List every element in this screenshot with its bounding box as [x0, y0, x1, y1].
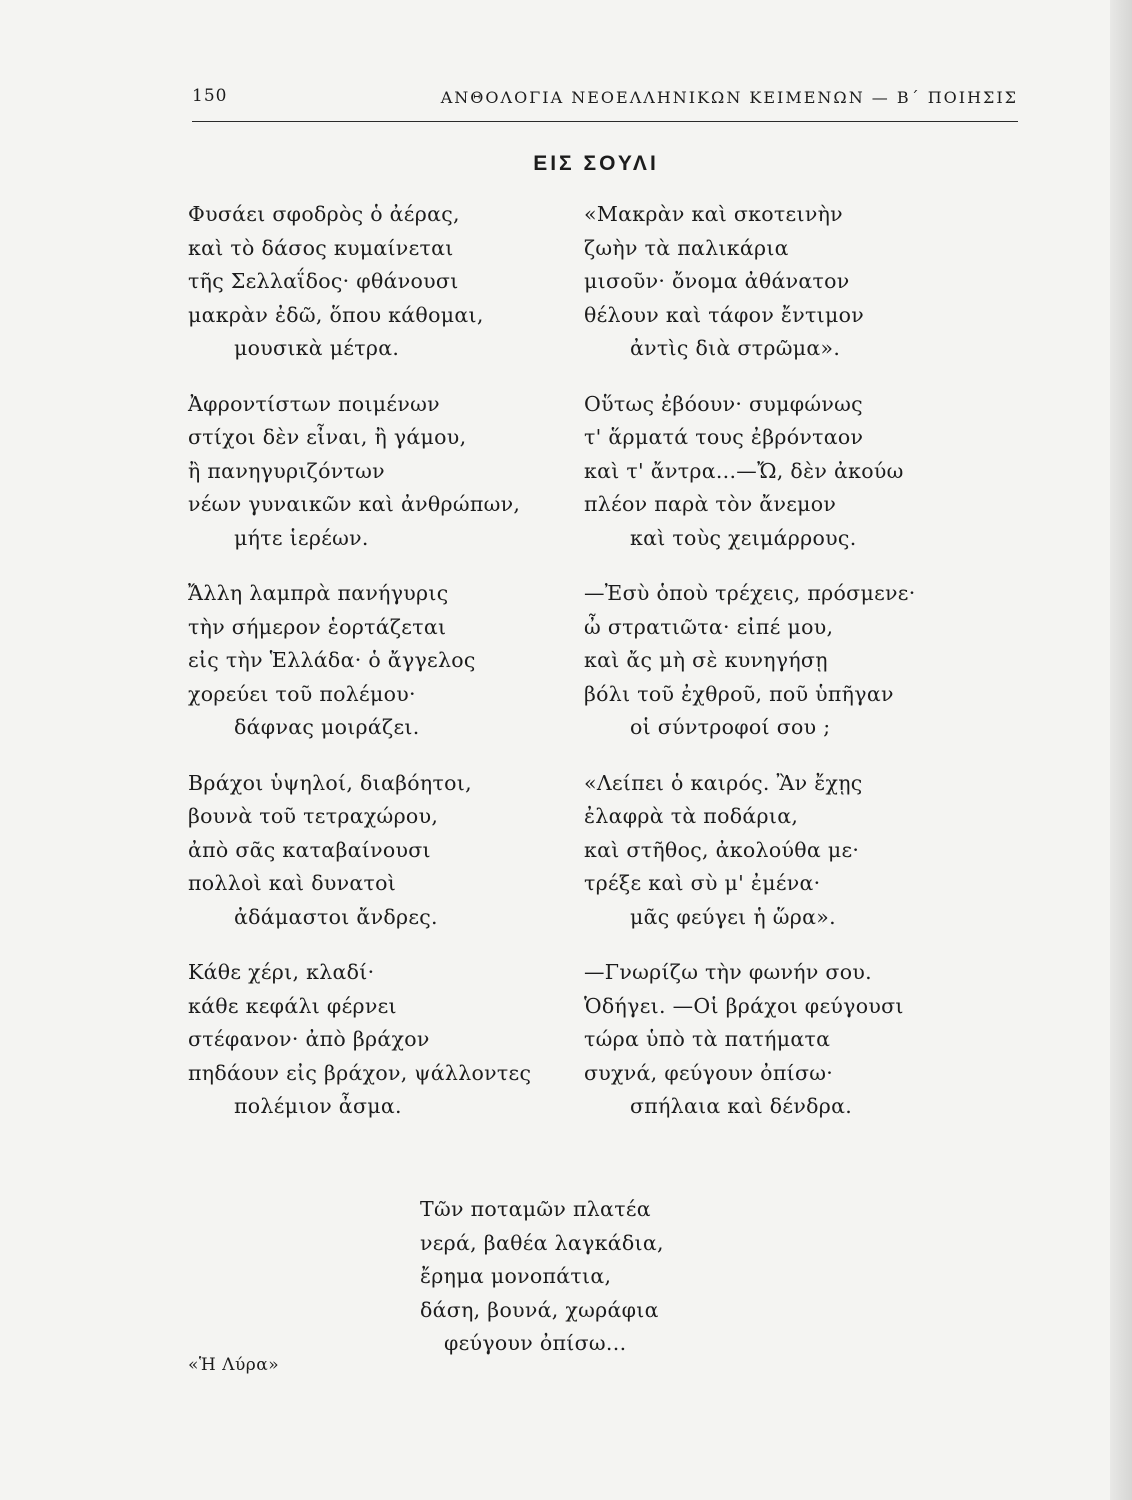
verse-line: Τῶν ποταμῶν πλατέα — [420, 1197, 651, 1221]
verse-line: κάθε κεφάλι φέρνει — [188, 993, 397, 1018]
verse-line: τῆς Σελλαΐδος· φθάνουσι — [188, 269, 459, 293]
verse-line: εἰς τὴν Ἑλλάδα· ὁ ἄγγελος — [188, 648, 476, 672]
stanza — [584, 577, 984, 745]
verse-line: Ἀφροντίστων ποιμένων — [188, 391, 440, 416]
verse-line: δάση, βουνά, χωράφια — [420, 1297, 659, 1322]
verse-line: καὶ ἄς μὴ σὲ κυνηγήσῃ — [584, 648, 828, 672]
verse-line: μουσικὰ μέτρα. — [234, 336, 400, 360]
verse-line: «Μακρὰν καὶ σκοτεινὴν — [584, 202, 843, 226]
verse-line: σπήλαια καὶ δένδρα. — [630, 1094, 853, 1118]
stanza — [188, 767, 558, 935]
verse-line: φεύγουν ὀπίσω... — [444, 1331, 627, 1355]
verse-line: δάφνας μοιράζει. — [234, 715, 420, 739]
verse-line: καὶ τὸ δάσος κυμαίνεται — [188, 235, 454, 260]
stanza — [188, 388, 558, 556]
verse-line: τώρα ὑπὸ τὰ πατήματα — [584, 1027, 831, 1051]
verse-line: ἀντὶς διὰ στρῶμα». — [630, 336, 841, 360]
stanza — [584, 767, 984, 935]
page-number: 150 — [192, 86, 228, 106]
verse-line: βουνὰ τοῦ τετραχώρου, — [188, 804, 439, 828]
verse-line: νέων γυναικῶν καὶ ἀνθρώπων, — [188, 492, 521, 516]
stanza — [584, 956, 984, 1124]
verse-line: οἱ σύντροφοί σου ; — [630, 715, 831, 739]
stanza — [584, 198, 984, 366]
verse-line: πηδάουν εἰς βράχον, ψάλλοντες — [188, 1060, 532, 1085]
verse-line: βόλι τοῦ ἐχθροῦ, ποῦ ὑπῆγαν — [584, 681, 894, 706]
right-column — [584, 198, 984, 1146]
verse-line: Ἄλλη λαμπρὰ πανήγυρις — [188, 581, 449, 605]
verse-line: ἐλαφρὰ τὰ ποδάρια, — [584, 804, 799, 828]
verse-line: Φυσάει σφοδρὸς ὁ ἀέρας, — [188, 202, 460, 226]
left-column — [188, 198, 558, 1146]
running-head-title: ΑΝΘΟΛΟΓΙΑ ΝΕΟΕΛΛΗΝΙΚΩΝ ΚΕΙΜΕΝΩΝ — Β΄ ΠΟΙΗΣΙΣ — [440, 88, 1018, 107]
verse-line: μήτε ἱερέων. — [234, 525, 369, 550]
verse-line: ζωὴν τὰ παλικάρια — [584, 235, 789, 260]
verse-line: μισοῦν· ὄνομα ἀθάνατον — [584, 269, 850, 293]
verse-line: μακρὰν ἐδῶ, ὅπου κάθομαι, — [188, 302, 484, 327]
verse-line: —Γνωρίζω τὴν φωνήν σου. — [584, 960, 872, 984]
header-rule — [192, 121, 1018, 122]
verse-line: καὶ τ' ἄντρα...—Ὤ, δὲν ἀκούω — [584, 458, 904, 483]
verse-line: ἢ πανηγυριζόντων — [188, 458, 385, 483]
verse-line: θέλουν καὶ τάφον ἔντιμον — [584, 302, 864, 327]
verse-line: Οὕτως ἐβόουν· συμφώνως — [584, 391, 863, 416]
stanza — [188, 198, 558, 366]
verse-line: ἀδάμαστοι ἄνδρες. — [234, 904, 438, 929]
verse-line: χορεύει τοῦ πολέμου· — [188, 681, 416, 706]
stanza — [188, 956, 558, 1124]
verse-line: —Ἐσὺ ὁποὺ τρέχεις, πρόσμενε· — [584, 581, 916, 605]
verse-line: τ' ἅρματά τους ἐβρόνταον — [584, 425, 864, 449]
page-edge — [1110, 0, 1132, 1500]
verse-line: στέφανον· ἀπὸ βράχον — [188, 1027, 430, 1051]
source-attribution: «Ἡ Λύρα» — [188, 1355, 280, 1375]
verse-line: καὶ στῆθος, ἀκολούθα με· — [584, 837, 860, 862]
verse-line: Βράχοι ὑψηλοί, διαβόητοι, — [188, 770, 472, 795]
verse-line: Κάθε χέρι, κλαδί· — [188, 960, 375, 984]
final-stanza — [420, 1193, 740, 1361]
verse-line: μᾶς φεύγει ἡ ὥρα». — [630, 904, 836, 929]
verse-line: τὴν σήμερον ἑορτάζεται — [188, 614, 447, 639]
verse-line: «Λείπει ὁ καιρός. Ἂν ἔχῃς — [584, 770, 863, 795]
verse-line: πολλοὶ καὶ δυνατοὶ — [188, 871, 397, 895]
verse-line: πολέμιον ἆσμα. — [234, 1094, 402, 1118]
running-head — [192, 86, 1018, 116]
verse-line: ἀπὸ σᾶς καταβαίνουσι — [188, 837, 431, 862]
verse-line: τρέξε καὶ σὺ μ' ἐμένα· — [584, 871, 821, 895]
verse-line: ἔρημα μονοπάτια, — [420, 1264, 612, 1288]
verse-line: νερά, βαθέα λαγκάδια, — [420, 1230, 664, 1255]
stanza — [584, 388, 984, 556]
stanza — [188, 577, 558, 745]
verse-line: Ὁδήγει. —Οἱ βράχοι φεύγουσι — [584, 993, 904, 1018]
verse-line: καὶ τοὺς χειμάρρους. — [630, 525, 857, 550]
verse-line: στίχοι δὲν εἶναι, ἢ γάμου, — [188, 425, 467, 449]
verse-line: ὦ στρατιῶτα· εἰπέ μου, — [584, 614, 834, 639]
verse-line: συχνά, φεύγουν ὀπίσω· — [584, 1060, 834, 1085]
poem-title: ΕΙΣ ΣΟΥΛΙ — [533, 152, 659, 175]
verse-line: πλέον παρὰ τὸν ἄνεμον — [584, 492, 837, 516]
